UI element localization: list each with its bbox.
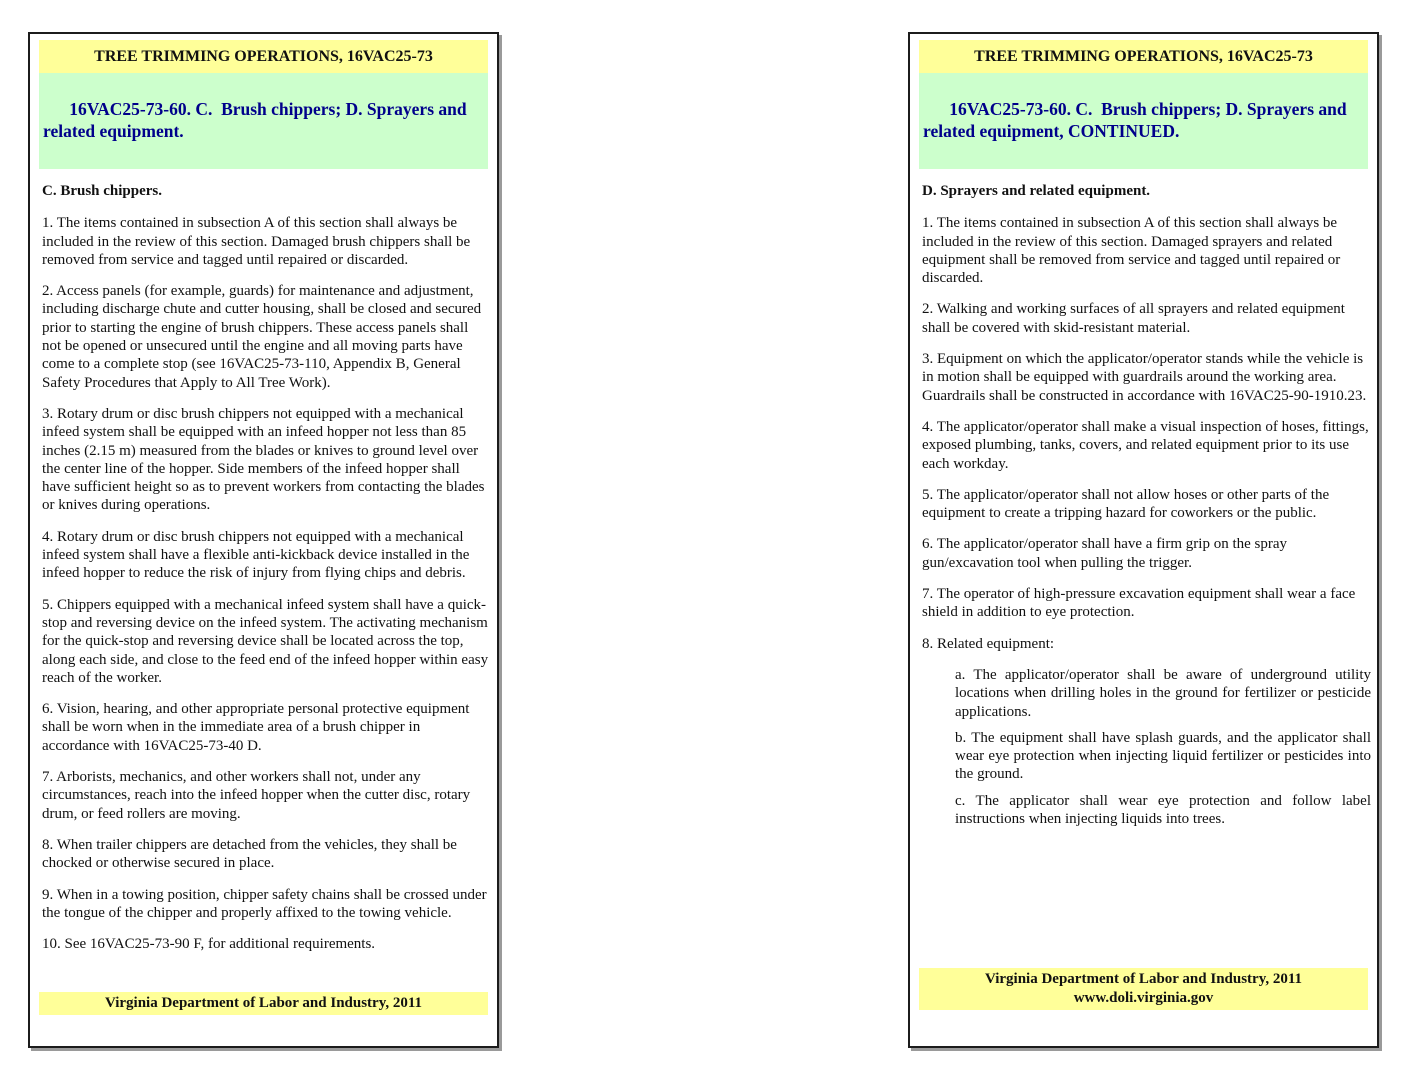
sub-paragraph-c: c. The applicator shall wear eye protection and follow label instructions when injecting liquids into trees.	[955, 792, 1371, 828]
paragraph-5: 5. Chippers equipped with a mechanical infeed system shall have a quick-stop and reversing device on the infeed system. The activating mechanism for the quick-stop and reversing device shall be located across the top, along each side, and close to the feed end of the infeed hopper within easy reach of the worker.	[42, 596, 489, 686]
paragraph-10: 10. See 16VAC25-73-90 F, for additional requirements.	[42, 936, 376, 953]
paragraph-2: 2. Walking and working surfaces of all sprayers and related equipment shall be covered with skid-resistant material.	[922, 301, 1345, 336]
footer-line: Virginia Department of Labor and Industry, 2011	[104, 995, 423, 1011]
paragraph-4: 4. Rotary drum or disc brush chippers not equipped with a mechanical infeed system shall have a flexible anti-kickback device installed in the infeed hopper to reduce the risk of injury from flying chips and debris.	[42, 528, 470, 582]
page-footer-band	[39, 992, 488, 1015]
paragraph-5: 5. The applicator/operator shall not allow hoses or other parts of the equipment to create a tripping hazard for coworkers or the public.	[922, 486, 1330, 522]
section-subtitle: 16VAC25-73-60. C. Brush chippers; D. Sprayers and related equipment, CONTINUED.	[923, 99, 1351, 141]
page-footer-band	[919, 968, 1368, 1010]
page-left	[28, 32, 499, 1048]
section-heading: D. Sprayers and related equipment.	[922, 183, 1151, 199]
paragraph-7: 7. Arborists, mechanics, and other workers shall not, under any circumstances, reach into the infeed hopper when the cutter disc, rotary drum, or feed rollers are moving.	[42, 769, 471, 822]
section-subtitle-band	[39, 73, 488, 169]
section-subtitle-band	[919, 73, 1368, 169]
page-title: TREE TRIMMING OPERATIONS, 16VAC25-73	[94, 48, 433, 65]
paragraph-1: 1. The items contained in subsection A of this section shall always be included in the review of this section. Damaged sprayers and related equipment shall be removed from service and tagged until repaired or discarded.	[922, 215, 1341, 287]
paragraph-8: 8. When trailer chippers are detached from the vehicles, they shall be chocked or otherwise secured in place.	[42, 836, 457, 872]
sub-paragraph-b: b. The equipment shall have splash guards, and the applicator shall wear eye protection when injecting liquid fertilizer or pesticides into the ground.	[955, 729, 1371, 783]
paragraph-6: 6. Vision, hearing, and other appropriate personal protective equipment shall be worn when in the immediate area of a brush chipper in accordance with 16VAC25-73-40 D.	[42, 701, 470, 754]
paragraph-1: 1. The items contained in subsection A of this section shall always be included in the review of this section. Damaged brush chippers shall be removed from service and tagged until repaired or discarded.	[42, 215, 471, 268]
page-header-band	[39, 40, 488, 73]
paragraph-8: 8. Related equipment:	[922, 635, 1055, 652]
paragraph-4: 4. The applicator/operator shall make a visual inspection of hoses, fittings, exposed plumbing, tanks, covers, and related equipment prior to its use each workday.	[922, 418, 1369, 472]
footer-line: Virginia Department of Labor and Industry, 2011	[984, 971, 1303, 987]
paragraph-7: 7. The operator of high-pressure excavation equipment shall wear a face shield in addition to eye protection.	[922, 586, 1356, 621]
page-right	[908, 32, 1379, 1048]
paragraph-6: 6. The applicator/operator shall have a firm grip on the spray gun/excavation tool when pulling the trigger.	[922, 536, 1288, 571]
page-body	[910, 169, 1377, 828]
section-subtitle: 16VAC25-73-60. C. Brush chippers; D. Sprayers and related equipment.	[43, 99, 471, 141]
page-title: TREE TRIMMING OPERATIONS, 16VAC25-73	[974, 48, 1313, 65]
paragraph-9: 9. When in a towing position, chipper safety chains shall be crossed under the tongue of the chipper and properly affixed to the towing vehicle.	[42, 886, 487, 921]
page-body	[30, 169, 497, 953]
paragraph-3: 3. Equipment on which the applicator/operator stands while the vehicle is in motion shall be equipped with guardrails around the working area. Guardrails shall be constructed in accordance with 16VAC25-90-1910.23.	[922, 351, 1367, 404]
sub-paragraph-a: a. The applicator/operator shall be aware of underground utility locations when drilling holes in the ground for fertilizer or pesticide applications.	[955, 666, 1371, 720]
page-header-band	[919, 40, 1368, 73]
paragraph-3: 3. Rotary drum or disc brush chippers not equipped with a mechanical infeed system shall be equipped with an infeed hopper not less than 85 inches (2.15 m) measured from the blades or knives to ground level over the center line of the hopper. Side members of the infeed hopper shall have sufficient height so as to prevent workers from contacting the blades or knives during operations.	[42, 405, 485, 514]
footer-url: www.doli.virginia.gov	[1073, 990, 1214, 1006]
section-heading: C. Brush chippers.	[42, 183, 163, 199]
paragraph-2: 2. Access panels (for example, guards) for maintenance and adjustment, including discharge chute and cutter housing, shall be closed and secured prior to starting the engine of brush chippers. These access panels shall not be opened or unsecured until the engine and all moving parts have come to a complete stop (see 16VAC25-73-110, Appendix B, General Safety Procedures that Apply to All Tree Work).	[42, 283, 482, 391]
